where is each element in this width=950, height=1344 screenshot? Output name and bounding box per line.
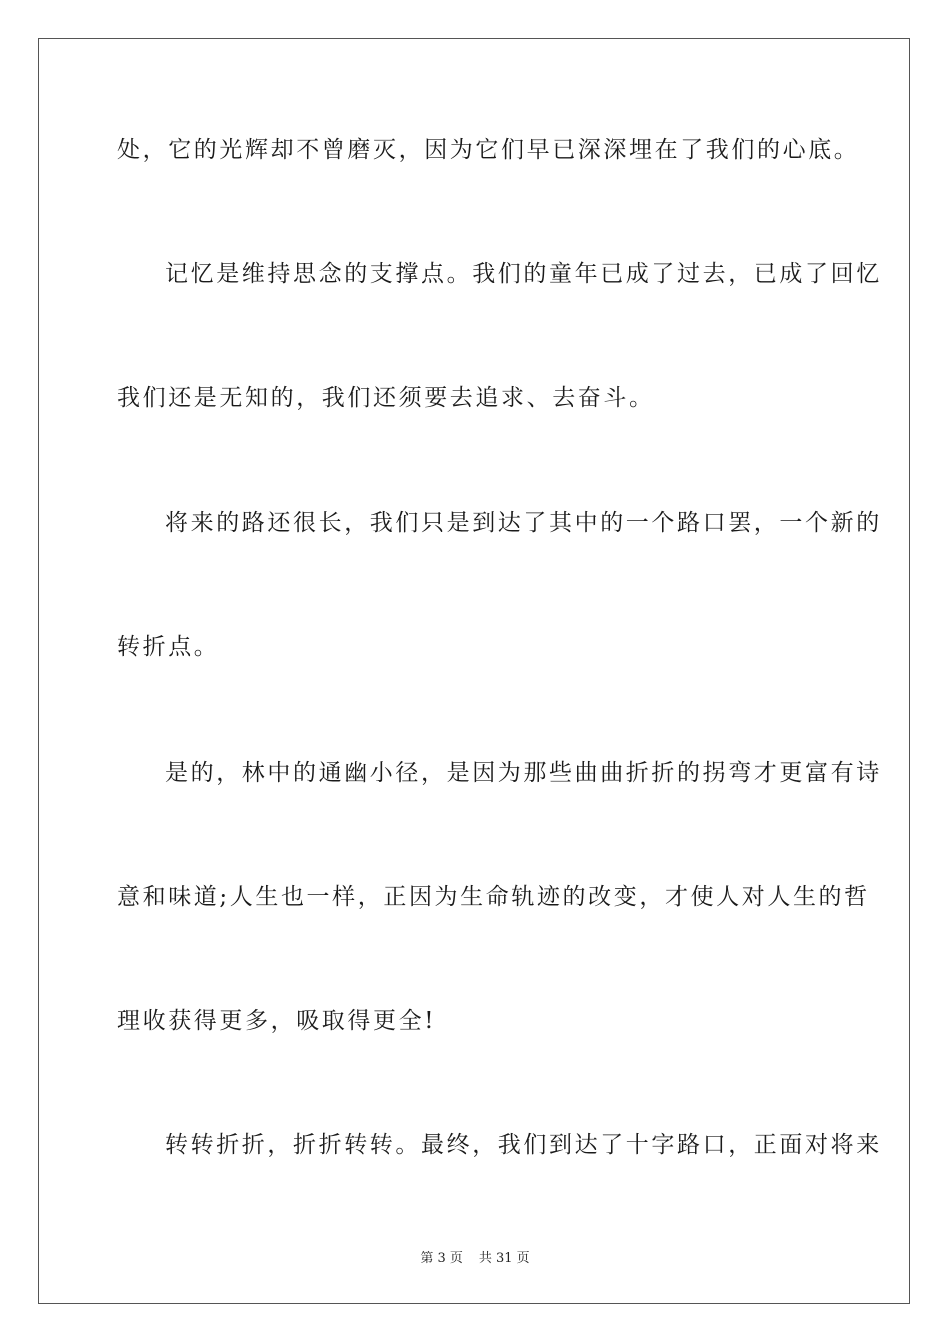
paragraph-line-1: 处，它的光辉却不曾磨灭，因为它们早已深深埋在了我们的心底。 (117, 137, 860, 163)
paragraph-line-9: 转转折折，折折转转。最终，我们到达了十字路口，正面对将来 (165, 1132, 882, 1158)
paragraph-line-8: 理收获得更多，吸取得更全! (117, 1008, 437, 1034)
total-pages: 共 31 页 (478, 1251, 530, 1266)
paragraph-line-3: 我们还是无知的，我们还须要去追求、去奋斗。 (117, 385, 655, 411)
paragraph-line-4: 将来的路还很长，我们只是到达了其中的一个路口罢，一个新的 (165, 510, 882, 536)
paragraph-line-5: 转折点。 (117, 634, 220, 660)
page-frame (38, 38, 910, 1304)
page-number: 第 3 页 (420, 1251, 463, 1266)
paragraph-line-7: 意和味道;人生也一样，正因为生命轨迹的改变，才使人对人生的哲 (117, 884, 870, 910)
page-footer (0, 1247, 950, 1266)
paragraph-line-2: 记忆是维持思念的支撑点。我们的童年已成了过去，已成了回忆 (165, 261, 882, 287)
paragraph-line-6: 是的，林中的通幽小径，是因为那些曲曲折折的拐弯才更富有诗 (165, 760, 882, 786)
